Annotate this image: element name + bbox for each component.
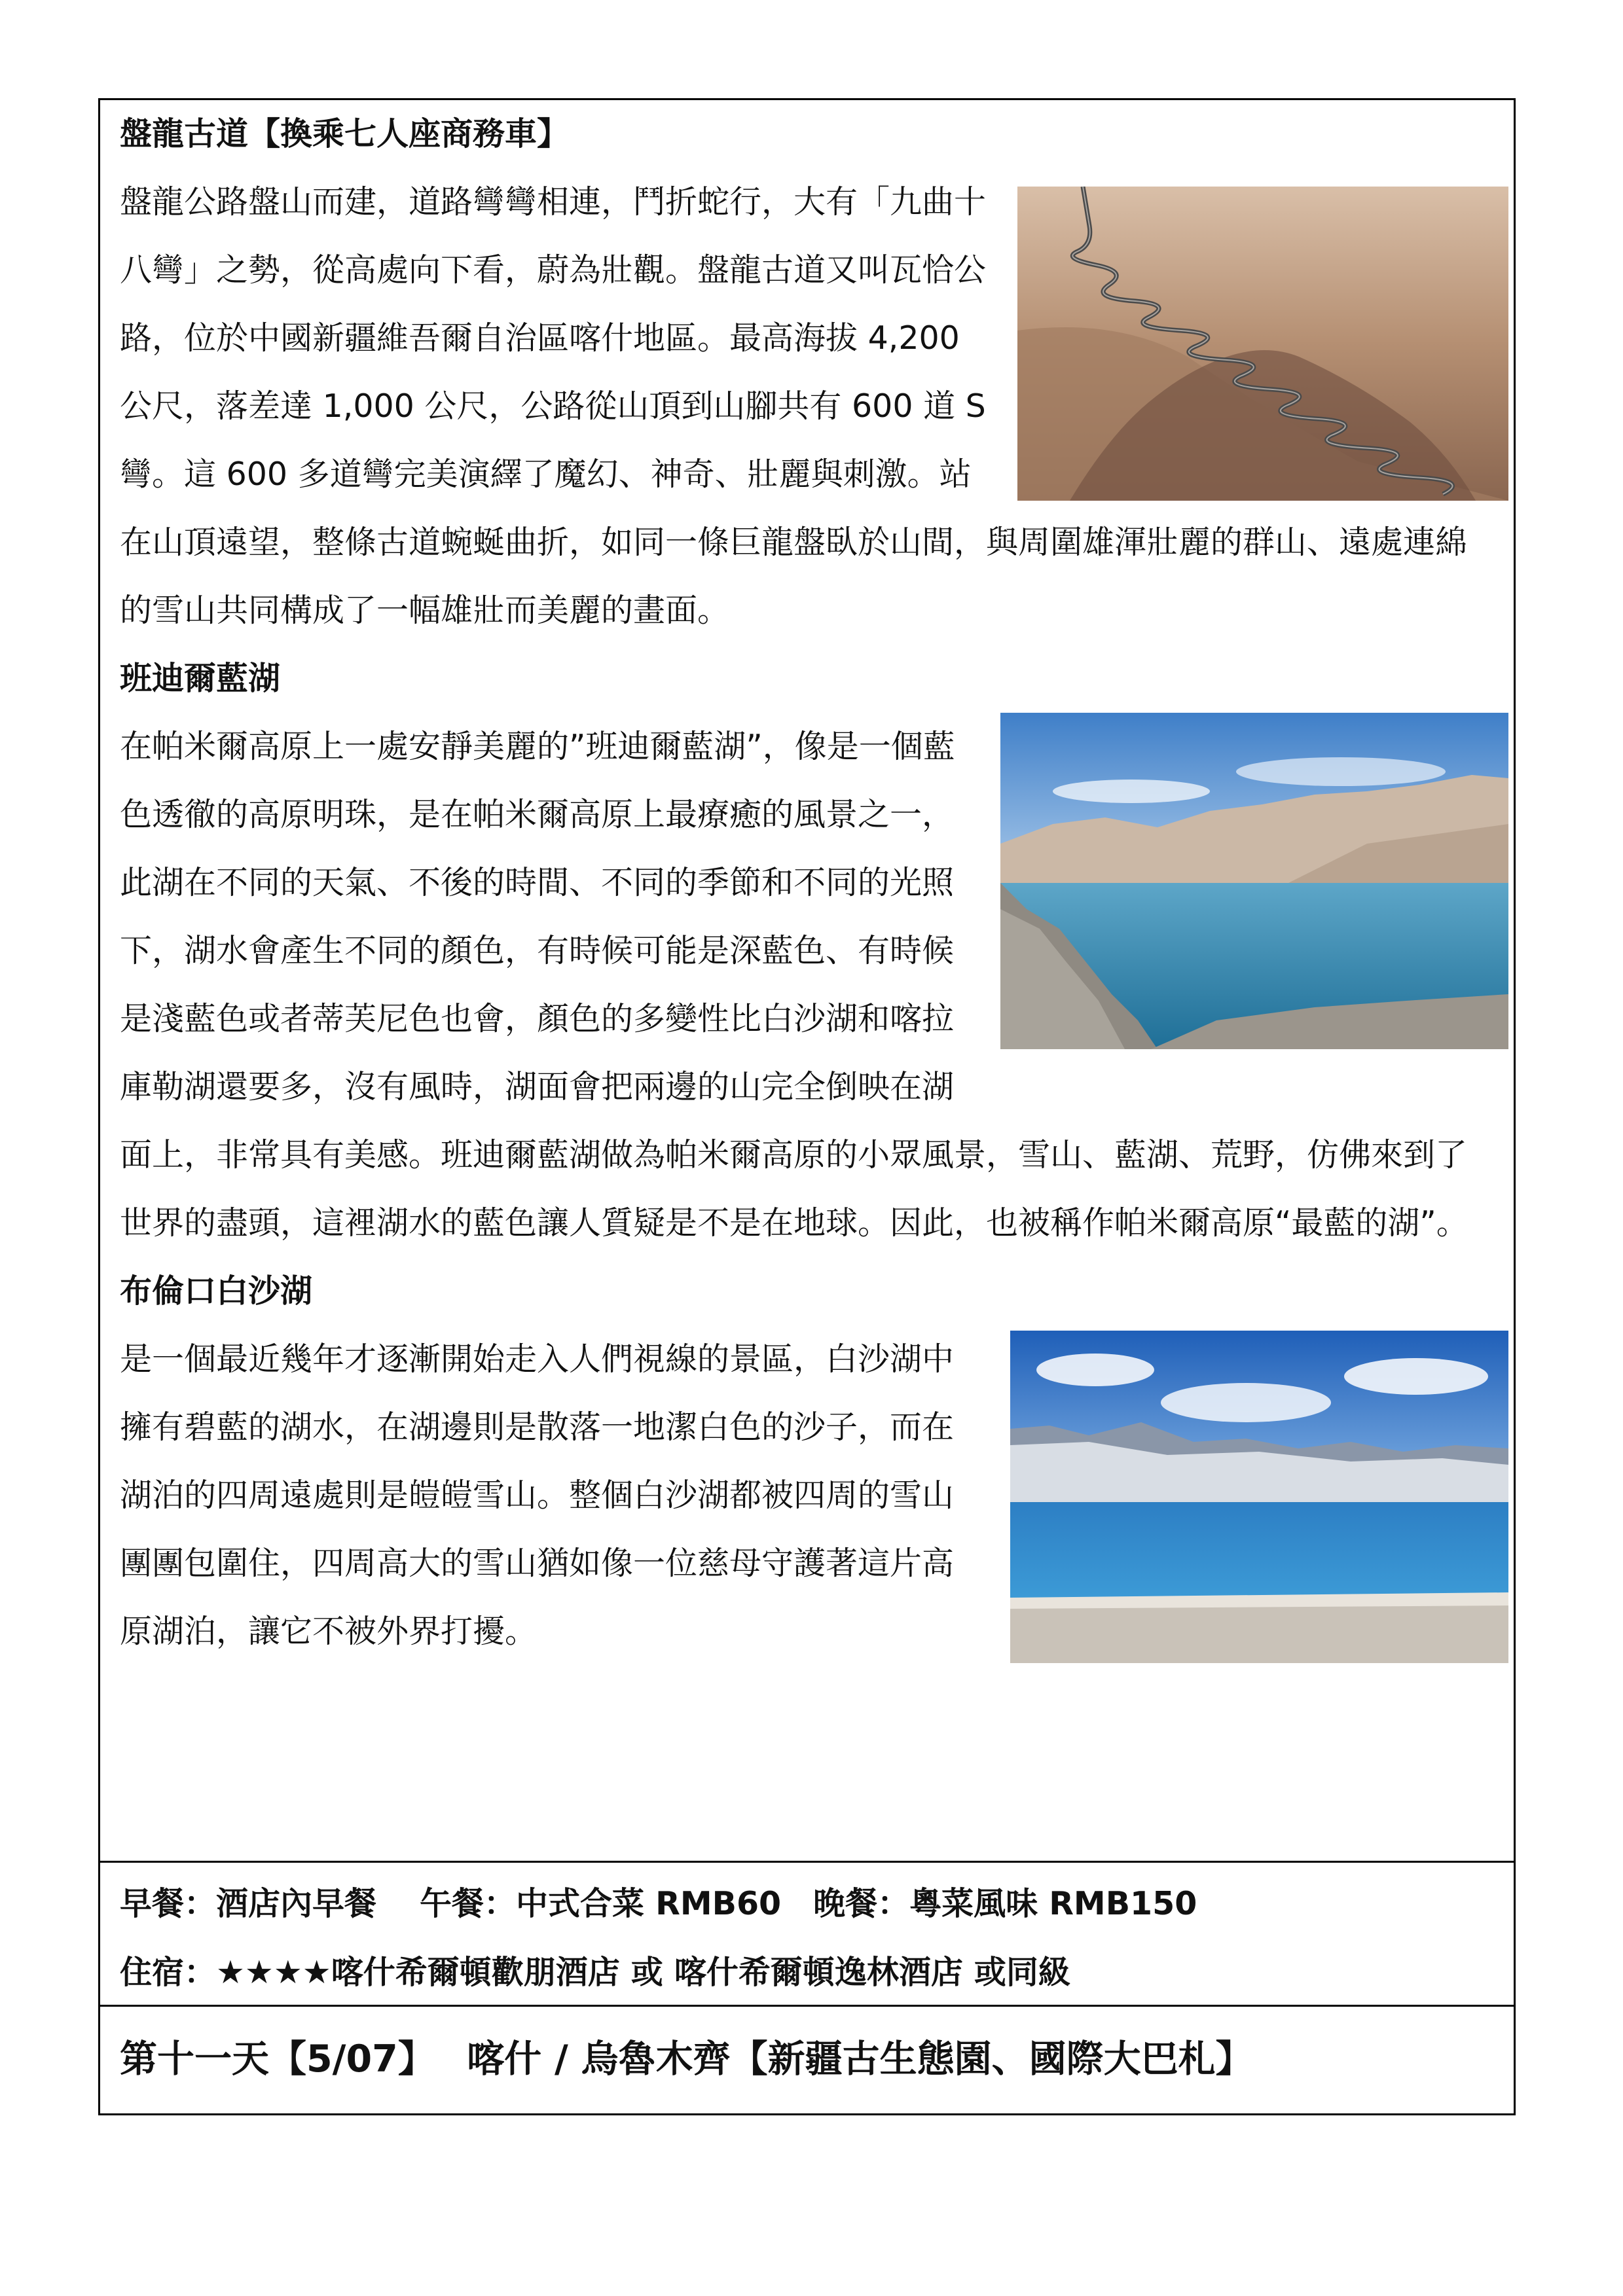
baisha-lake-photo bbox=[1010, 1331, 1508, 1663]
section-body-panlong: 盤龍公路盤山而建，道路彎彎相連，鬥折蛇行，大有「九曲十八彎」之勢，從高處向下看，蔚為壯觀。盤龍古道又叫瓦恰公路，位於中國新疆維吾爾自治區喀什地區。最高海拔 4,200 公尺，落差達 1,000 公尺，公路從山頂到山腳共有 600 道 S 彎。這 600 多道彎完美演繹了魔幻、神奇、壯麗與刺激。站在山頂遠望，整條古道蜿蜒曲折，如同一條巨龍盤臥於山間，與周圍雄渾壯麗的群山、遠處連綿的雪山共同構成了一幅雄壯而美麗的畫面。 bbox=[120, 183, 1468, 629]
day-header: 第十一天【5/07】 喀什 / 烏魯木齊【新疆古生態園、國際大巴札】 bbox=[120, 2037, 1253, 2081]
meals-line: 早餐：酒店內早餐 午餐：中式合菜 RMB60 晚餐：粵菜風味 RMB150 bbox=[120, 1885, 1197, 1922]
panlong-road-photo bbox=[1017, 187, 1508, 501]
bandier-lake-photo bbox=[1000, 713, 1508, 1049]
attractions-section bbox=[100, 100, 1514, 1863]
section-title-bandier: 班迪爾藍湖 bbox=[120, 660, 281, 697]
itinerary-frame bbox=[98, 98, 1516, 2115]
meals-lodging-block bbox=[100, 1863, 1514, 2007]
day-header-block bbox=[100, 2007, 1514, 2105]
section-body-baisha: 是一個最近幾年才逐漸開始走入人們視線的景區，白沙湖中擁有碧藍的湖水，在湖邊則是散落一地潔白色的沙子，而在湖泊的四周遠處則是皚皚雪山。整個白沙湖都被四周的雪山團團包圍住，四周高大的雪山猶如像一位慈母守護著這片高原湖泊，讓它不被外界打擾。 bbox=[120, 1340, 955, 1650]
section-body-bandier: 在帕米爾高原上一處安靜美麗的”班迪爾藍湖”，像是一個藍色透徹的高原明珠，是在帕米爾高原上最療癒的風景之一，此湖在不同的天氣、不後的時間、不同的季節和不同的光照下，湖水會產生不同的顏色，有時候可能是深藍色、有時候是淺藍色或者蒂芙尼色也會，顏色的多變性比白沙湖和喀拉庫勒湖還要多，沒有風時，湖面會把兩邊的山完全倒映在湖面上，非常具有美感。班迪爾藍湖做為帕米爾高原的小眾風景，雪山、藍湖、荒野，仿佛來到了世界的盡頭，這裡湖水的藍色讓人質疑是不是在地球。因此，也被稱作帕米爾高原“最藍的湖”。 bbox=[120, 728, 1468, 1242]
lodging-line: 住宿：★★★★喀什希爾頓歡朋酒店 或 喀什希爾頓逸林酒店 或同級 bbox=[120, 1954, 1070, 1991]
section-title-baisha: 布倫口白沙湖 bbox=[120, 1272, 313, 1310]
section-title-panlong: 盤龍古道【換乘七人座商務車】 bbox=[120, 115, 570, 152]
